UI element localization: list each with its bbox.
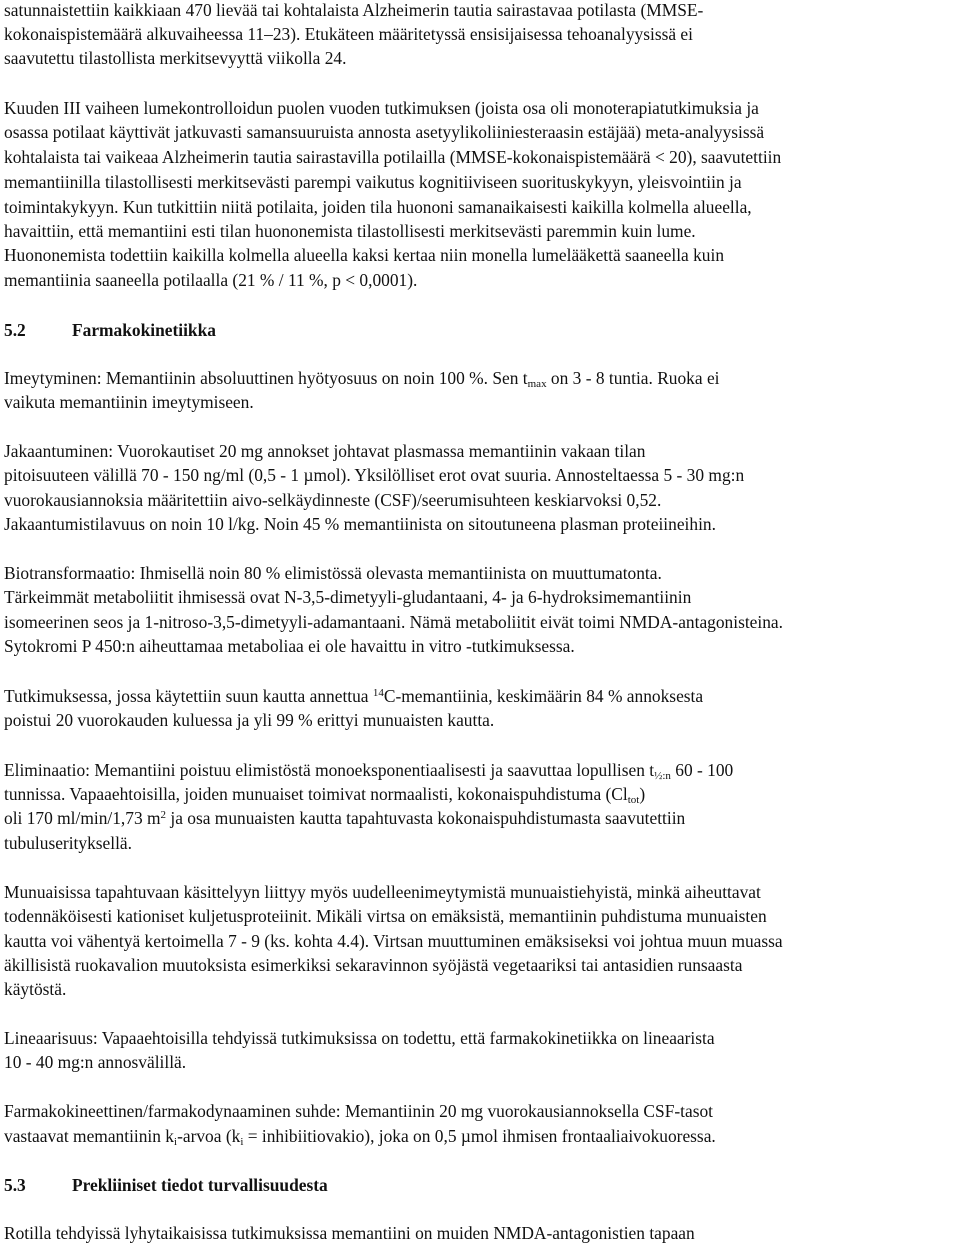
text-line: memantiinilla tilastollisesti merkitsevästi parempi vaikutus kognitiiviseen suorituskykyyn, yleisvointiin ja bbox=[4, 172, 742, 192]
clearance-value-line bbox=[4, 808, 685, 830]
section-number: 5.2 bbox=[4, 320, 26, 340]
text-line: äkillisistä ruokavalion muutoksista esimerkiksi sekaravinnon syöjästä vegetaariksi tai antasidien runsaasta bbox=[4, 955, 743, 975]
elimination-line bbox=[4, 760, 733, 782]
text-line: Munuaisissa tapahtuvaan käsittelyyn liittyy myös uudelleenimeytymistä munuaistiehyistä, minkä aiheuttavat bbox=[4, 882, 761, 902]
text-line: Jakaantuminen: Vuorokautiset 20 mg annokset johtavat plasmassa memantiinin vakaan tilan bbox=[4, 441, 646, 461]
text-line: 10 - 40 mg:n annosvälillä. bbox=[4, 1052, 187, 1072]
superscript: 2 bbox=[160, 809, 167, 821]
section-number: 5.3 bbox=[4, 1175, 26, 1195]
text-run: on 3 - 8 tuntia. Ruoka ei bbox=[546, 368, 720, 388]
clearance-line bbox=[4, 784, 645, 806]
text-run: Tutkimuksessa, jossa käytettiin suun kautta annettua bbox=[4, 686, 373, 706]
text-run: = inhibiitiovakio), joka on 0,5 µmol ihmisen frontaaliaivokuoressa. bbox=[243, 1126, 716, 1146]
text-line: Rotilla tehdyissä lyhytaikaisissa tutkimuksissa memantiini on muiden NMDA-antagonistien tapaan bbox=[4, 1223, 695, 1243]
text-line: Jakaantumistilavuus on noin 10 l/kg. Noin 45 % memantiinista on sitoutuneena plasman proteiineihin. bbox=[4, 514, 716, 534]
text-line: memantiinia saaneella potilaalla (21 % / 11 %, p < 0,0001). bbox=[4, 270, 418, 290]
text-run: Imeytyminen: Memantiinin absoluuttinen hyötyosuus on noin 100 %. Sen t bbox=[4, 368, 528, 388]
absorption-line bbox=[4, 368, 720, 390]
text-line: saavutettu tilastollista merkitsevyyttä viikolla 24. bbox=[4, 48, 347, 68]
text-line: toimintakykyyn. Kun tutkittiin niitä potilaita, joiden tila huononi samanaikaisesti kaikilla kolmella alueella, bbox=[4, 197, 752, 217]
text-run: 60 - 100 bbox=[670, 760, 734, 780]
section-title: Farmakokinetiikka bbox=[72, 320, 216, 340]
subscript: ½:n bbox=[654, 770, 671, 782]
text-line: poistui 20 vuorokauden kuluessa ja yli 99 % erittyi munuaisten kautta. bbox=[4, 710, 495, 730]
text-line: Tärkeimmät metaboliitit ihmisessä ovat N-3,5-dimetyyli-gludantaani, 4- ja 6-hydroksimemantiinin bbox=[4, 587, 692, 607]
section-title: Prekliiniset tiedot turvallisuudesta bbox=[72, 1175, 328, 1195]
text-line: tubuluserityksellä. bbox=[4, 833, 132, 853]
subscript: tot bbox=[627, 794, 640, 806]
section-heading-5-3 bbox=[4, 1175, 328, 1197]
text-line: isomeerinen seos ja 1-nitroso-3,5-dimetyyli-adamantaani. Nämä metaboliitit eivät toimi NMDA-antagonisteina. bbox=[4, 612, 783, 632]
text-line: pitoisuuteen välillä 70 - 150 ng/ml (0,5 - 1 µmol). Yksilölliset erot ovat suuria. Annosteltaessa 5 - 30 mg:n bbox=[4, 465, 745, 485]
text-line: Farmakokineettinen/farmakodynaaminen suhde: Memantiinin 20 mg vuorokausiannoksella CSF-tasot bbox=[4, 1101, 714, 1121]
text-run: vastaavat memantiinin k bbox=[4, 1126, 174, 1146]
c14-line bbox=[4, 686, 703, 708]
text-run: tunnissa. Vapaaehtoisilla, joiden munuaiset toimivat normaalisti, kokonaispuhdistuma (Cl bbox=[4, 784, 628, 804]
text-line: Kuuden III vaiheen lumekontrolloidun puolen vuoden tutkimuksen (joista osa oli monoterapiatutkimuksia ja bbox=[4, 98, 759, 118]
superscript: 14 bbox=[372, 687, 384, 699]
text-line: havaittiin, että memantiini esti tilan huononemista tilastollisesti merkitsevästi paremmin kuin lume. bbox=[4, 221, 696, 241]
text-line: Huononemista todettiin kaikilla kolmella alueella kaksi kertaa niin monella lumelääkettä saaneella kuin bbox=[4, 245, 725, 265]
text-line: osassa potilaat käyttivät jatkuvasti samansuuruista annosta asetyylikoliiniesteraasin estäjää) meta-analyysissä bbox=[4, 122, 765, 142]
text-line: Sytokromi P 450:n aiheuttamaa metaboliaa ei ole havaittu in vitro -tutkimuksessa. bbox=[4, 636, 575, 656]
text-line: todennäköisesti kationiset kuljetusproteiinit. Mikäli virtsa on emäksistä, memantiinin puhdistuma munuaisten bbox=[4, 906, 767, 926]
text-line: kohtalaista tai vaikeaa Alzheimerin tautia sairastavilla potilailla (MMSE-kokonaispistemäärä < 20), saavutettiin bbox=[4, 147, 782, 167]
ki-line bbox=[4, 1126, 716, 1148]
text-line: käytöstä. bbox=[4, 979, 67, 999]
text-line: satunnaistettiin kaikkiaan 470 lievää tai kohtalaista Alzheimerin tautia sairastavaa potilasta (MMSE- bbox=[4, 0, 704, 20]
text-line: vaikuta memantiinin imeytymiseen. bbox=[4, 392, 254, 412]
text-line: kautta voi vähentyä kertoimella 7 - 9 (ks. kohta 4.4). Virtsan muuttuminen emäksiseksi voi johtua muun muassa bbox=[4, 931, 783, 951]
text-line: Biotransformaatio: Ihmisellä noin 80 % elimistössä olevasta memantiinista on muuttumatonta. bbox=[4, 563, 662, 583]
text-run: C-memantiinia, keskimäärin 84 % annoksesta bbox=[383, 686, 704, 706]
text-line: kokonaispistemäärä alkuvaiheessa 11–23). Etukäteen määritetyssä ensisijaisessa tehoanalyysissä ei bbox=[4, 24, 693, 44]
text-run: ja osa munuaisten kautta tapahtuvasta kokonaispuhdistumasta saavutettiin bbox=[166, 808, 686, 828]
text-line: Lineaarisuus: Vapaaehtoisilla tehdyissä tutkimuksissa on todettu, että farmakokinetiikka on lineaarista bbox=[4, 1028, 715, 1048]
text-run: ) bbox=[639, 784, 646, 804]
text-line: vuorokausiannoksia määritettiin aivo-selkäydinneste (CSF)/seerumisuhteen keskiarvoksi 0,52. bbox=[4, 490, 662, 510]
text-run: Eliminaatio: Memantiini poistuu elimistöstä monoeksponentiaalisesti ja saavuttaa lopullisen t bbox=[4, 760, 655, 780]
text-run: oli 170 ml/min/1,73 m bbox=[4, 808, 161, 828]
subscript: i bbox=[240, 1136, 244, 1148]
subscript: i bbox=[174, 1136, 178, 1148]
subscript: max bbox=[527, 378, 547, 390]
section-heading-5-2 bbox=[4, 320, 216, 342]
text-run: -arvoa (k bbox=[177, 1126, 241, 1146]
